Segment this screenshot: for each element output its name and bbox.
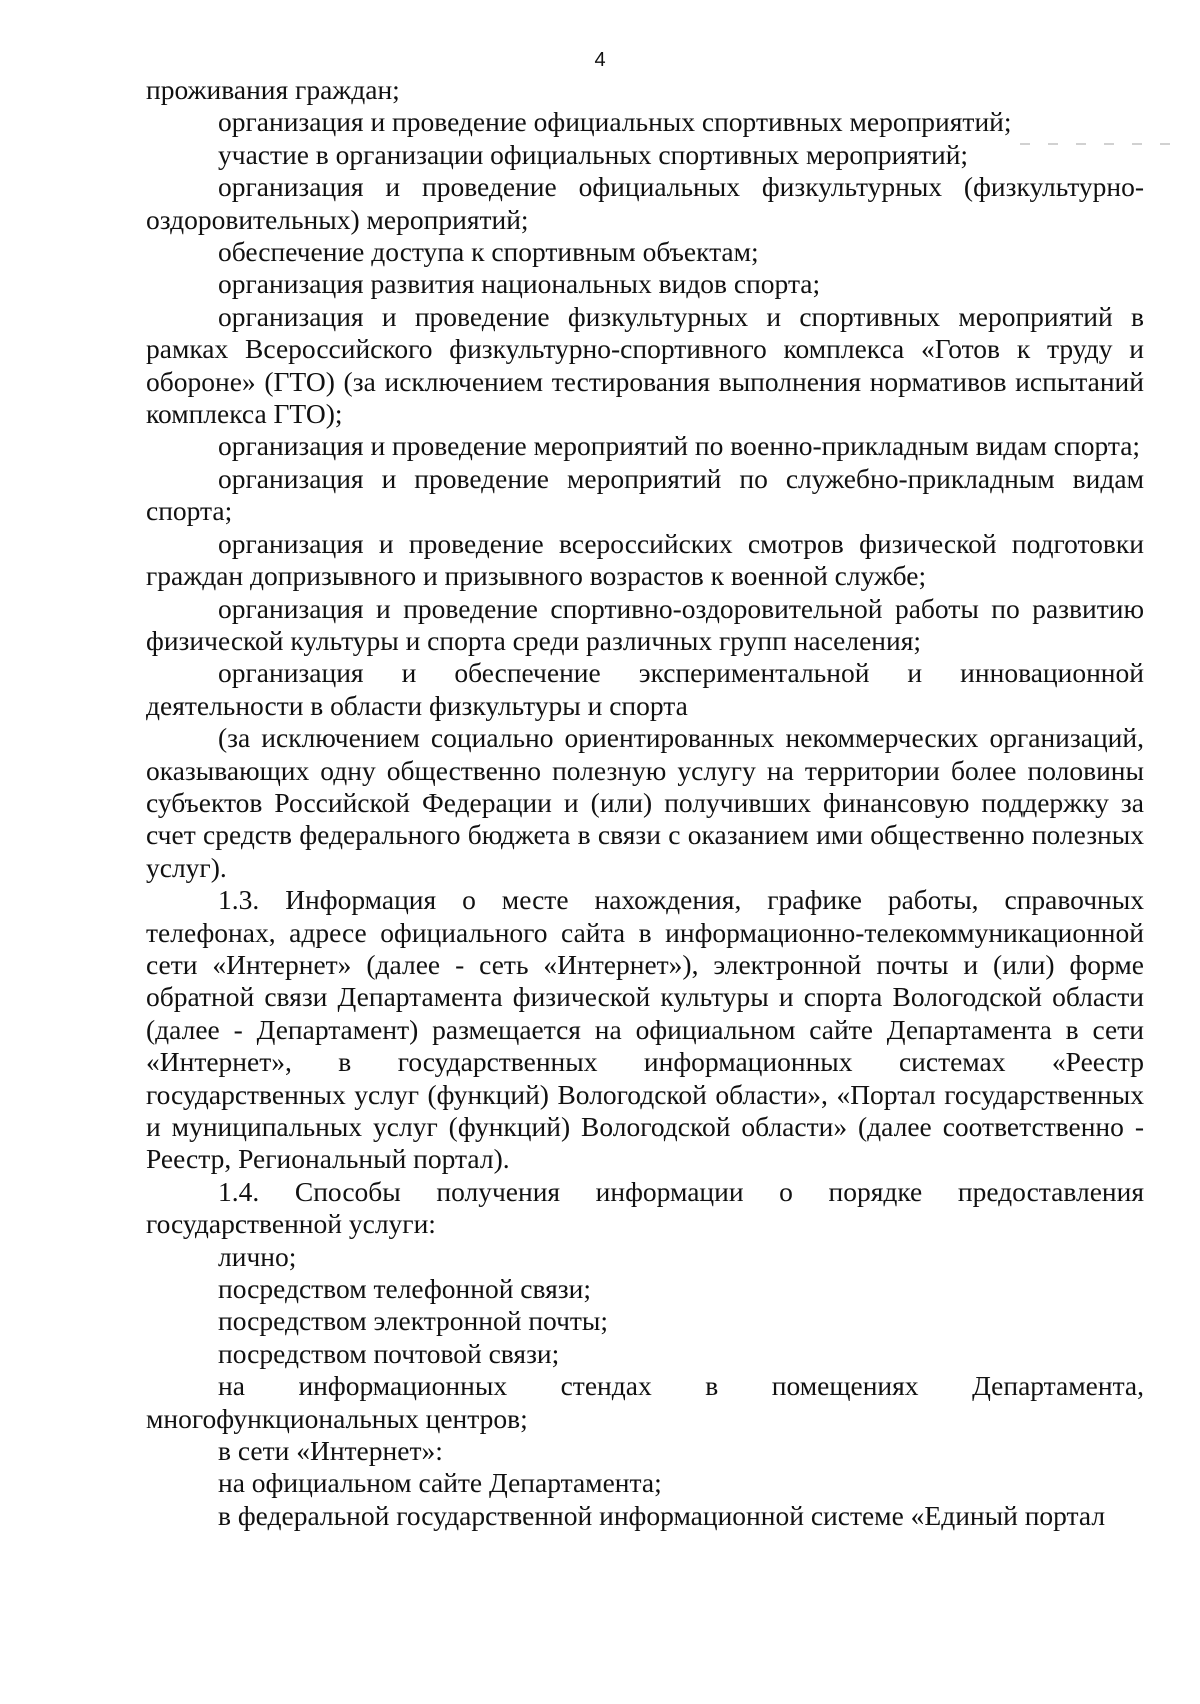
paragraph: посредством почтовой связи; xyxy=(218,1337,560,1369)
paragraph: организация и проведение физкультурных и спортивных мероприятий в рамках Всероссийского физкультурно-спортивного комплекса «Готов к труду и обороне» (ГТО) (за исключением тестирования выполнения нормативов испытаний комплекса ГТО); xyxy=(146,300,1144,430)
paragraph: обеспечение доступа к спортивным объектам; xyxy=(218,236,759,268)
paragraph: организация и обеспечение экспериментальной и инновационной деятельности в области физкультуры и спорта xyxy=(146,657,1144,721)
paragraph: на информационных стендах в помещениях Департамента, многофункциональных центров; xyxy=(146,1370,1144,1434)
paragraph: 1.4. Способы получения информации о порядке предоставления государственной услуги: xyxy=(146,1175,1144,1240)
paragraph: организация и проведение официальных спортивных мероприятий; xyxy=(218,106,1012,138)
paragraph: участие в организации официальных спортивных мероприятий; xyxy=(218,138,969,170)
paragraph: организация и проведение официальных физкультурных (физкультурно-оздоровительных) мероприятий; xyxy=(146,171,1144,235)
paragraph: в сети «Интернет»: xyxy=(218,1435,443,1467)
page-number: 4 xyxy=(594,49,606,71)
paragraph: посредством телефонной связи; xyxy=(218,1273,591,1305)
paragraph: организация и проведение всероссийских смотров физической подготовки граждан допризывного и призывного возрастов к военной службе; xyxy=(146,527,1144,592)
paragraph: лично; xyxy=(218,1240,297,1272)
paragraph: посредством электронной почты; xyxy=(218,1305,609,1337)
paragraph: (за исключением социально ориентированных некоммерческих организаций, оказывающих одну общественно полезную услугу на территории более половины субъектов Российской Федерации и (или) получивших финансовую поддержку за счет средств федерального бюджета в связи с оказанием ими общественно полезных услуг). xyxy=(146,722,1144,883)
paragraph: 1.3. Информация о месте нахождения, графике работы, справочных телефонах, адресе официального сайта в информационно-телекоммуникационной сети «Интернет» (далее - сеть «Интернет»), электронной почты и (или) форме обратной связи Департамента физической культуры и спорта Вологодской области (далее - Департамент) размещается на официальном сайте Департамента в сети «Интернет», в государственных информационных системах «Реестр государственных услуг (функций) Вологодской области», «Портал государственных и муниципальных услуг (функций) Вологодской области» (далее соответственно - Реестр, Региональный портал). xyxy=(146,884,1144,1175)
paragraph: в федеральной государственной информационной системе «Единый портал xyxy=(218,1499,1106,1531)
paragraph: организация и проведение спортивно-оздоровительной работы по развитию физической культуры и спорта среди различных групп населения; xyxy=(146,592,1144,656)
paragraph: на официальном сайте Департамента; xyxy=(218,1467,662,1499)
paragraph: организация развития национальных видов спорта; xyxy=(218,268,821,300)
document-body xyxy=(146,74,1144,1532)
paragraph: организация и проведение мероприятий по служебно-прикладным видам спорта; xyxy=(146,462,1144,527)
paragraph: проживания граждан; xyxy=(146,74,400,105)
paragraph: организация и проведение мероприятий по военно-прикладным видам спорта; xyxy=(218,430,1141,462)
